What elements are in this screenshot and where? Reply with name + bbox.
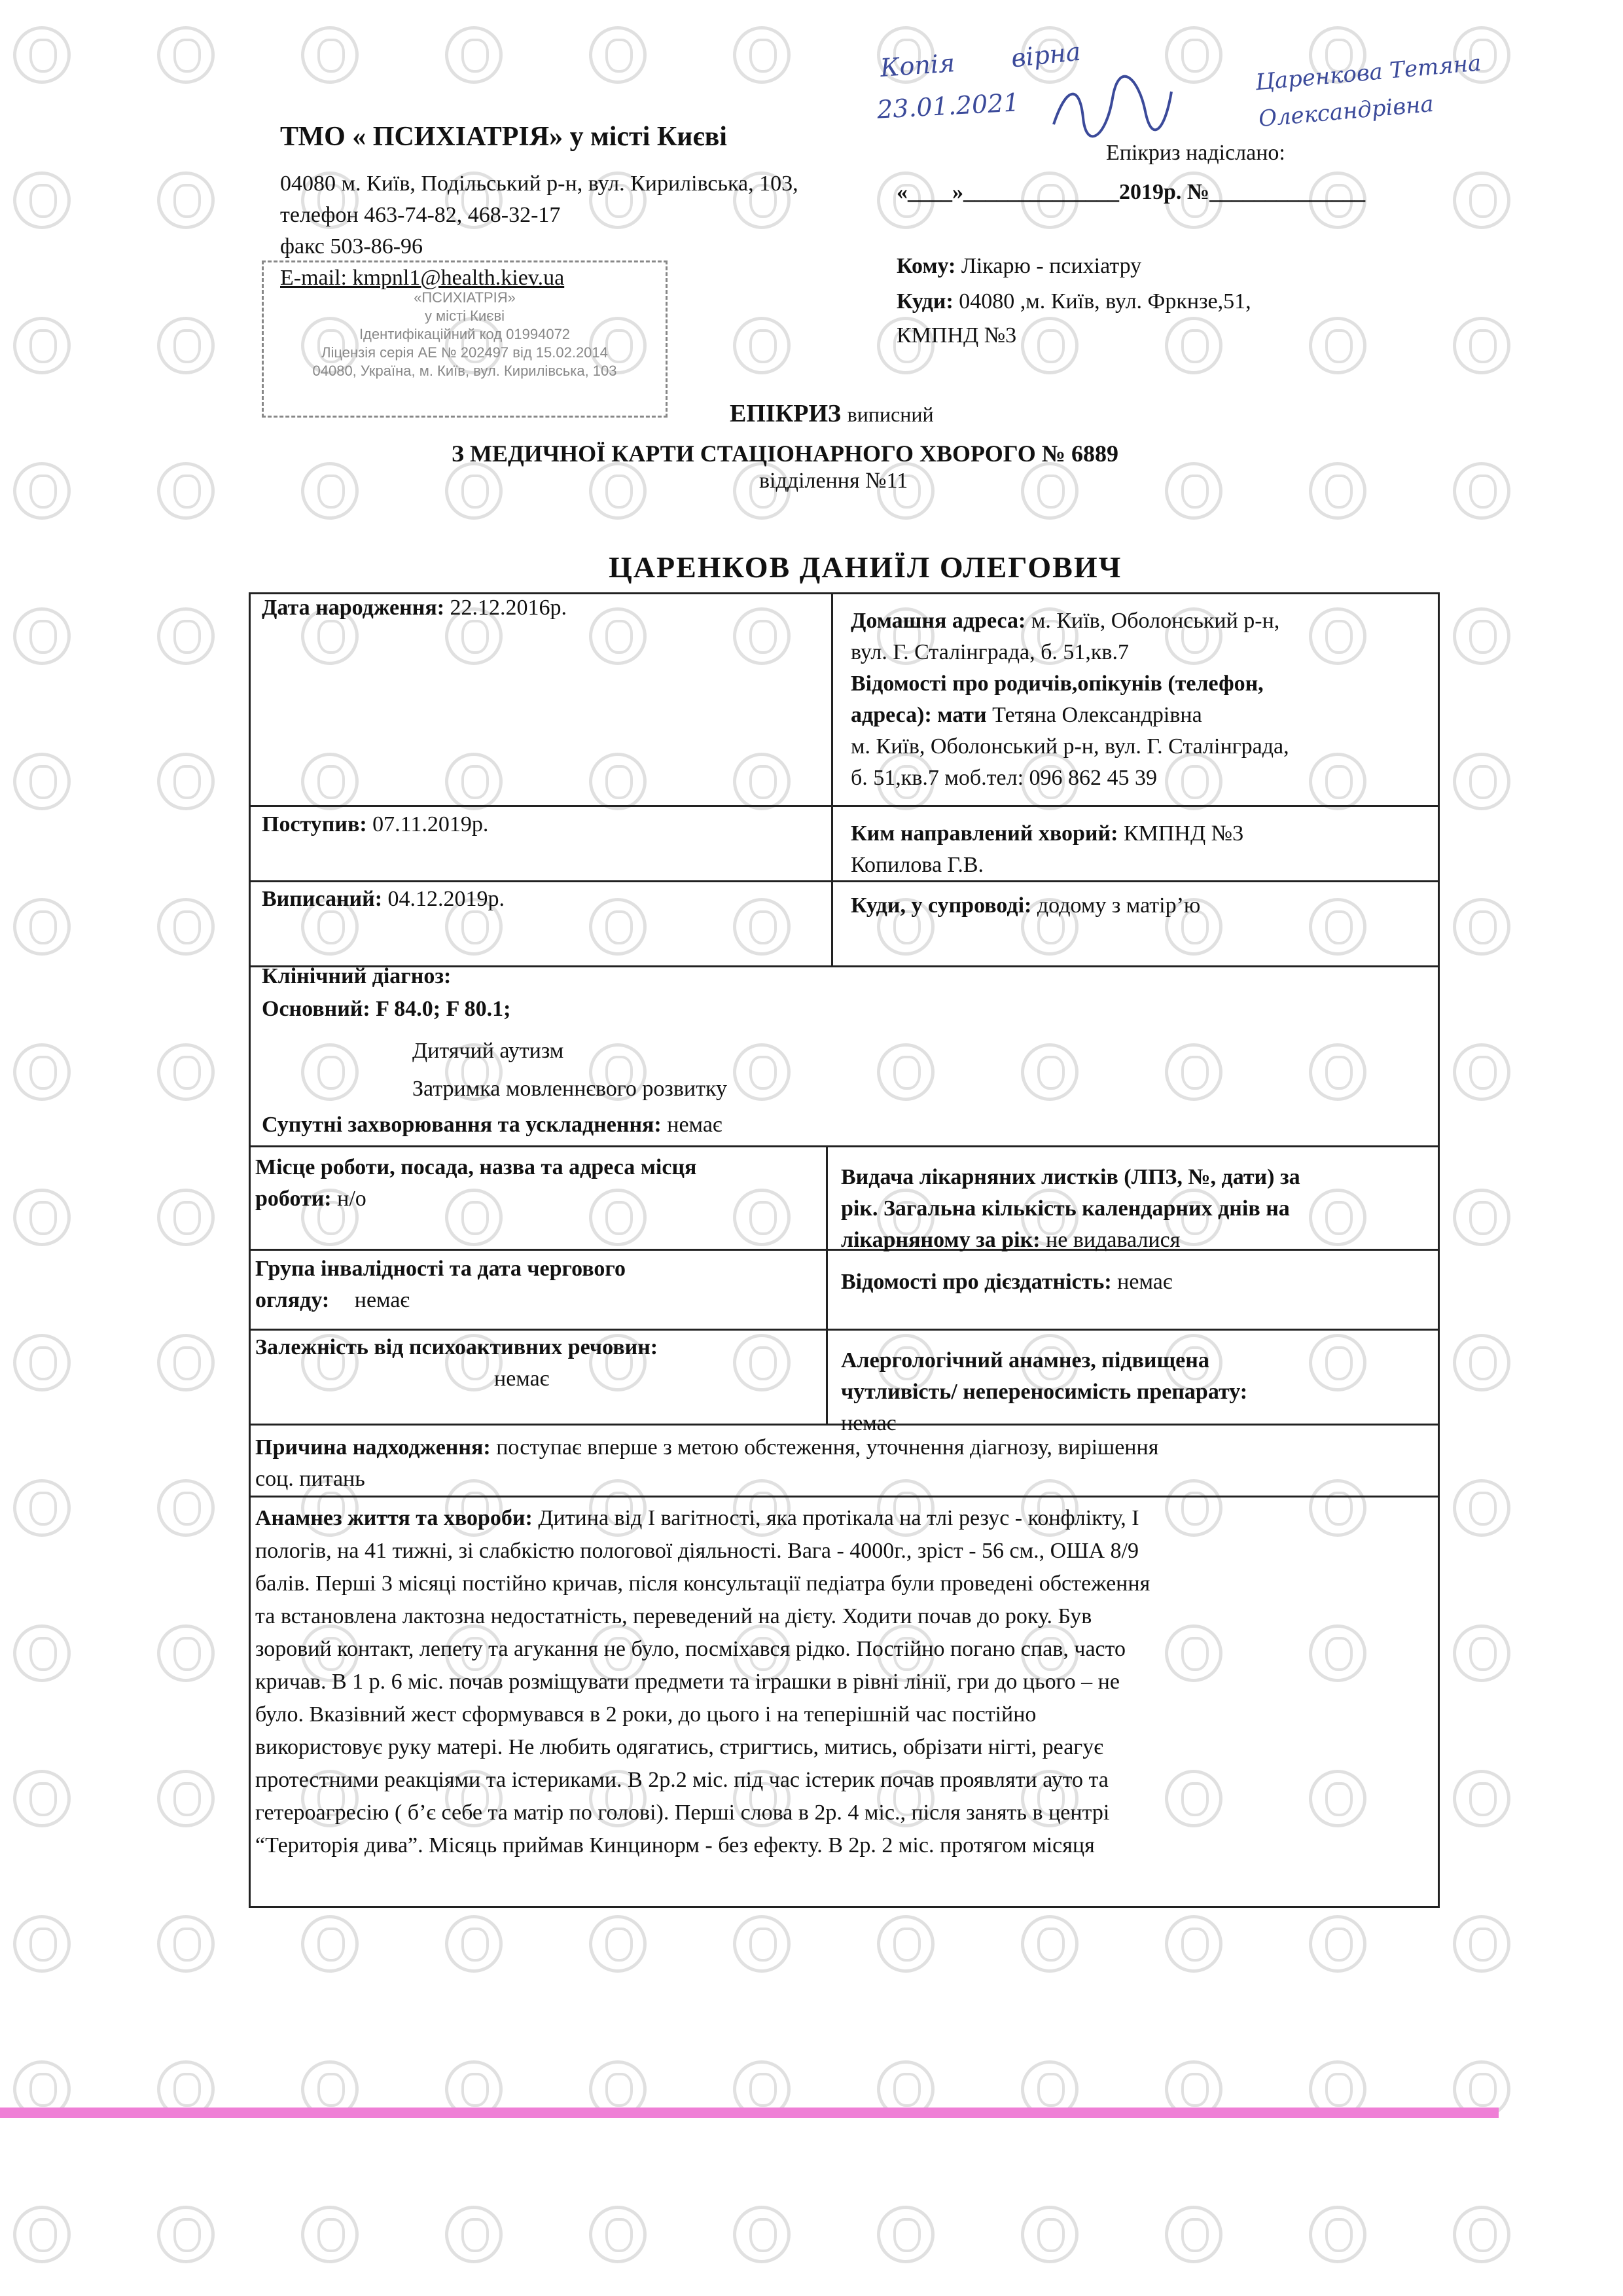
watermark-hand-icon <box>13 607 71 665</box>
anamnesis-line: “Територія дива”. Місяць приймав Кинцинорм - без ефекту. В 2р. 2 міс. протягом місяця <box>255 1833 1095 1857</box>
watermark-logo <box>733 304 825 395</box>
admitted-label: Поступив: <box>262 812 367 836</box>
watermark-hand-icon <box>589 1915 647 1973</box>
watermark-logo <box>1021 304 1113 395</box>
watermark-hand-icon <box>733 2206 791 2263</box>
watermark-logo <box>13 304 105 395</box>
watermark-hand-icon <box>1021 1915 1079 1973</box>
watermark-logo <box>13 1175 105 1267</box>
watermark-logo <box>13 1321 105 1412</box>
watermark-hand-icon <box>13 1189 71 1246</box>
watermark-logo <box>1165 449 1257 541</box>
allergy-value: немає <box>841 1411 897 1435</box>
home-address-label: Домашня адреса: <box>851 609 1026 633</box>
watermark-hand-icon <box>1165 317 1222 374</box>
watermark-hand-icon <box>1453 1479 1510 1537</box>
watermark-logo <box>13 594 105 686</box>
doc-title-main: ЕПІКРИЗ <box>730 400 842 427</box>
diagnosis-label-text: Клінічний діагноз: <box>262 964 452 988</box>
watermark-hand-icon <box>733 1915 791 1973</box>
anamnesis-line: та встановлена лактозна недостатність, переведений на дієту. Ходити почав до року. Був <box>255 1604 1092 1628</box>
watermark-logo <box>877 2193 969 2284</box>
watermark-logo <box>1309 304 1400 395</box>
watermark-hand-icon <box>301 462 359 520</box>
watermark-logo <box>733 13 825 105</box>
handwritten-original-label: вірна <box>1009 37 1082 73</box>
handwritten-signature <box>1047 72 1178 144</box>
watermark-hand-icon <box>157 1334 215 1391</box>
watermark-logo <box>1021 2047 1113 2139</box>
stamp-line: «ПСИХІАТРІЯ» <box>414 289 516 306</box>
table-divider <box>249 1329 1440 1331</box>
watermark-logo <box>445 2047 537 2139</box>
org-name: ТМО « ПСИХІАТРІЯ» у місті Києві <box>280 122 727 152</box>
watermark-logo <box>1309 2193 1400 2284</box>
sent-date-line: «____»______________2019р. №______________ <box>897 180 1366 204</box>
anamnesis-line: було. Вказівний жест сформувався в 2 роки, до цього і на теперішній час постійно <box>255 1702 1037 1727</box>
watermark-logo <box>13 1757 105 1848</box>
discharged-value: 04.12.2019р. <box>387 887 505 911</box>
watermark-logo <box>301 2193 393 2284</box>
birth-date-value: 22.12.2016р. <box>450 596 567 620</box>
watermark-logo <box>1453 1611 1544 1703</box>
disability <box>255 1253 818 1316</box>
watermark-hand-icon <box>157 2206 215 2263</box>
sent-label: Епікриз надіслано: <box>1106 141 1285 165</box>
watermark-hand-icon <box>1309 2206 1366 2263</box>
anamnesis-line: використовує руку матері. Не любить одягатись, стригтись, митись, обрізати нігті, реагує <box>255 1735 1103 1759</box>
watermark-logo <box>1309 2047 1400 2139</box>
watermark-logo <box>13 1030 105 1122</box>
anamnesis-line: кричав. В 1 р. 6 міс. почав розміщувати предмети та іграшки в рівні лінії, гри до цього – не <box>255 1670 1120 1694</box>
anamnesis-text: Дитина від І вагітності, яка протікала на тлі резус - конфлікту, І <box>538 1506 1139 1530</box>
watermark-logo <box>13 1902 105 1994</box>
watermark-logo <box>157 1611 249 1703</box>
anamnesis-line: зоровий контакт, лепету та агукання не було, посміхався рідко. Постійно погано спав, часто <box>255 1637 1126 1661</box>
allergy-label-2: чутливість/ непереносимість препарату: <box>841 1380 1248 1404</box>
home-address <box>851 605 1427 794</box>
watermark-hand-icon <box>13 898 71 956</box>
watermark-hand-icon <box>157 898 215 956</box>
anamnesis-line: пологів, на 41 тижні, зі слабкістю пологової діяльності. Вага - 4000г., зріст - 56 см., ОША 8/9 <box>255 1539 1139 1563</box>
watermark-hand-icon <box>1453 2206 1510 2263</box>
discharge-destination-label: Куди, у супроводі: <box>851 893 1032 918</box>
watermark-hand-icon <box>1453 1770 1510 1827</box>
parents-label: Відомості про родичів,опікунів (телефон, <box>851 672 1264 696</box>
doc-title <box>730 399 934 428</box>
table-divider <box>249 1145 1440 1147</box>
disability-label-2: огляду: <box>255 1288 330 1312</box>
watermark-hand-icon <box>1453 1189 1510 1246</box>
watermark-logo <box>157 1321 249 1412</box>
home-address-value-2: вул. Г. Сталінграда, б. 51,кв.7 <box>851 640 1129 664</box>
watermark-hand-icon <box>1453 753 1510 810</box>
watermark-logo <box>877 2047 969 2139</box>
watermark-logo <box>733 2047 825 2139</box>
watermark-hand-icon <box>1453 1915 1510 1973</box>
watermark-logo <box>1309 1902 1400 1994</box>
watermark-hand-icon <box>157 1189 215 1246</box>
watermark-logo <box>157 2193 249 2284</box>
watermark-logo <box>13 158 105 250</box>
page-separator <box>0 2108 1499 2118</box>
watermark-logo <box>445 13 537 105</box>
admitted-value: 07.11.2019р. <box>372 812 489 836</box>
watermark-hand-icon <box>589 2206 647 2263</box>
watermark-hand-icon <box>13 753 71 810</box>
legal-capacity-label: Відомості про дієздатність: <box>841 1270 1112 1294</box>
watermark-logo <box>1453 1030 1544 1122</box>
recipient-where-label: Куди: <box>897 289 954 314</box>
watermark-logo <box>445 2193 537 2284</box>
table-divider <box>831 592 833 965</box>
workplace-label-2: роботи: <box>255 1187 332 1211</box>
watermark-logo <box>1021 1902 1113 1994</box>
watermark-logo <box>1453 2193 1544 2284</box>
watermark-logo <box>1453 2047 1544 2139</box>
sick-leave-value: не видавалися <box>1046 1228 1181 1252</box>
watermark-hand-icon <box>157 317 215 374</box>
watermark-hand-icon <box>1453 462 1510 520</box>
watermark-logo <box>13 2193 105 2284</box>
sick-leave <box>841 1162 1430 1256</box>
watermark-logo <box>589 2193 681 2284</box>
comorbidities-value: немає <box>667 1113 722 1137</box>
watermark-hand-icon <box>157 462 215 520</box>
watermark-logo <box>157 1466 249 1558</box>
watermark-logo <box>445 1902 537 1994</box>
watermark-logo <box>157 1902 249 1994</box>
watermark-hand-icon <box>589 26 647 84</box>
stamp-line: Ліцензія серія АЕ № 202497 від 15.02.2014 <box>321 344 608 361</box>
watermark-logo <box>157 885 249 977</box>
stamp-line: у місті Києві <box>424 308 505 324</box>
watermark-logo <box>13 1611 105 1703</box>
recipient-where <box>897 289 1251 314</box>
diagnosis-main-label: Основний: <box>262 997 370 1021</box>
watermark-hand-icon <box>1021 462 1079 520</box>
watermark-logo <box>1453 594 1544 686</box>
watermark-hand-icon <box>733 317 791 374</box>
admitted <box>262 809 488 840</box>
discharged-label: Виписаний: <box>262 887 383 911</box>
sick-leave-label-3: лікарняному за рік: <box>841 1228 1041 1252</box>
table-divider <box>826 1145 828 1424</box>
watermark-hand-icon <box>13 317 71 374</box>
watermark-logo <box>589 2047 681 2139</box>
watermark-logo <box>13 740 105 831</box>
parents-value: Тетяна Олександрівна <box>992 703 1202 727</box>
watermark-hand-icon <box>877 2206 935 2263</box>
watermark-logo <box>1165 13 1257 105</box>
watermark-hand-icon <box>157 1770 215 1827</box>
sick-leave-label-2: рік. Загальна кількість календарних днів на <box>841 1196 1290 1221</box>
watermark-logo <box>1165 2047 1257 2139</box>
table-divider <box>249 805 1440 807</box>
recipient-to <box>897 254 1141 279</box>
watermark-hand-icon <box>877 1915 935 1973</box>
referred-label: Ким направлений хворий: <box>851 821 1118 846</box>
watermark-logo <box>301 1902 393 1994</box>
watermark-logo <box>1453 1175 1544 1267</box>
watermark-hand-icon <box>301 2206 359 2263</box>
admission-reason-label: Причина надходження: <box>255 1435 491 1460</box>
recipient-to-label: Кому: <box>897 254 956 278</box>
watermark-logo <box>157 13 249 105</box>
watermark-hand-icon <box>589 462 647 520</box>
anamnesis-line: протестними реакціями та істериками. В 2р.2 міс. під час істерик почав проявляти ауто та <box>255 1768 1109 1792</box>
watermark-logo <box>13 13 105 105</box>
watermark-hand-icon <box>157 607 215 665</box>
watermark-hand-icon <box>1453 1334 1510 1391</box>
workplace-label: Місце роботи, посада, назва та адреса місця <box>255 1155 697 1179</box>
disability-value: немає <box>354 1288 410 1312</box>
watermark-hand-icon <box>13 1915 71 1973</box>
watermark-hand-icon <box>13 26 71 84</box>
watermark-hand-icon <box>445 2206 503 2263</box>
admission-reason-value-2: соц. питань <box>255 1467 365 1491</box>
legal-capacity <box>841 1266 1172 1298</box>
watermark-logo <box>301 449 393 541</box>
watermark-hand-icon <box>1165 1915 1222 1973</box>
watermark-logo <box>157 1757 249 1848</box>
anamnesis-line-0 <box>255 1502 1427 1535</box>
watermark-logo <box>1453 449 1544 541</box>
watermark-logo <box>1453 158 1544 250</box>
stamp-line: 04080, Україна, м. Київ, вул. Кирилівська, 103 <box>312 363 617 379</box>
watermark-hand-icon <box>1453 317 1510 374</box>
diagnosis-item: Затримка мовленнєвого розвитку <box>412 1077 727 1101</box>
watermark-hand-icon <box>157 753 215 810</box>
stamp-line: Ідентифікаційний код 01994072 <box>359 326 571 342</box>
watermark-logo <box>13 1466 105 1558</box>
watermark-hand-icon <box>157 1624 215 1682</box>
watermark-hand-icon <box>1453 898 1510 956</box>
recipient-to-value: Лікарю - психіатру <box>961 254 1142 278</box>
watermark-logo <box>301 13 393 105</box>
anamnesis-line: гетероагресію ( б’є себе та матір по голові). Перші слова в 2р. 4 міс., після занять в центрі <box>255 1801 1110 1825</box>
watermark-hand-icon <box>1021 2206 1079 2263</box>
diagnosis-item: Дитячий аутизм <box>412 1039 564 1063</box>
watermark-hand-icon <box>13 1043 71 1101</box>
watermark-logo <box>1165 2193 1257 2284</box>
doc-title-sub: виписний <box>847 403 934 426</box>
watermark-hand-icon <box>1309 462 1366 520</box>
allergy-history <box>841 1345 1430 1439</box>
legal-capacity-value: немає <box>1117 1270 1173 1294</box>
anamnesis-line: балів. Перші 3 місяці постійно кричав, після консультації педіатра були проведені обстеження <box>255 1571 1150 1596</box>
diagnosis-main <box>262 994 510 1025</box>
watermark-logo <box>1453 740 1544 831</box>
watermark-hand-icon <box>733 26 791 84</box>
table-divider <box>249 1496 1440 1498</box>
parents-address: м. Київ, Оболонський р-н, вул. Г. Сталінграда, <box>851 734 1289 759</box>
watermark-hand-icon <box>1453 1043 1510 1101</box>
referred-value: КМПНД №3 <box>1123 821 1244 846</box>
watermark-logo <box>1453 885 1544 977</box>
admission-reason-value: поступає вперше з метою обстеження, уточнення діагнозу, вирішення <box>496 1435 1159 1460</box>
watermark-hand-icon <box>1453 1624 1510 1682</box>
psychoactive-dependence <box>255 1332 818 1395</box>
watermark-logo <box>157 2047 249 2139</box>
watermark-logo <box>157 1030 249 1122</box>
watermark-hand-icon <box>445 1915 503 1973</box>
watermark-logo <box>13 2047 105 2139</box>
allergy-label: Алергологічний анамнез, підвищена <box>841 1348 1209 1372</box>
org-email: E-mail: kmpnl1@health.kiev.ua <box>280 266 565 290</box>
watermark-hand-icon <box>1453 607 1510 665</box>
watermark-logo <box>157 449 249 541</box>
watermark-hand-icon <box>13 462 71 520</box>
patient-name: ЦАРЕНКОВ ДАНИЇЛ ОЛЕГОВИЧ <box>609 550 1122 584</box>
comorbidities-label: Супутні захворювання та ускладнення: <box>262 1113 662 1137</box>
recipient-where-value: 04080 ,м. Київ, вул. Фркнзе,51, <box>959 289 1251 314</box>
handwritten-date: 23.01.2021 <box>876 88 1020 124</box>
watermark-logo <box>1165 304 1257 395</box>
org-fax: факс 503-86-96 <box>280 234 423 259</box>
watermark-hand-icon <box>445 26 503 84</box>
watermark-logo <box>157 594 249 686</box>
discharge-destination-value: додому з матір’ю <box>1037 893 1201 918</box>
watermark-hand-icon <box>1165 2206 1222 2263</box>
watermark-hand-icon <box>157 26 215 84</box>
org-phone: телефон 463-74-82, 468-32-17 <box>280 203 561 227</box>
watermark-logo <box>877 1902 969 1994</box>
watermark-logo <box>1453 1321 1544 1412</box>
workplace-value: н/о <box>337 1187 366 1211</box>
watermark-logo <box>1453 1902 1544 1994</box>
birth-date <box>262 592 567 624</box>
referred-doctor: Копилова Г.В. <box>851 853 984 877</box>
watermark-logo <box>157 1175 249 1267</box>
parents-label-2: адреса): мати <box>851 703 987 727</box>
watermark-hand-icon <box>1165 462 1222 520</box>
watermark-hand-icon <box>1309 317 1366 374</box>
watermark-hand-icon <box>445 462 503 520</box>
watermark-hand-icon <box>13 1334 71 1391</box>
diagnosis-main-codes: F 84.0; F 80.1; <box>376 997 511 1021</box>
watermark-logo <box>157 740 249 831</box>
admission-reason <box>255 1432 1427 1495</box>
diagnosis-label <box>262 961 451 992</box>
watermark-logo <box>733 2193 825 2284</box>
org-address: 04080 м. Київ, Подільський р-н, вул. Кирилівська, 103, <box>280 171 798 196</box>
referred-by <box>851 818 1427 881</box>
official-stamp <box>262 260 668 418</box>
watermark-hand-icon <box>157 1043 215 1101</box>
department: відділення №11 <box>759 469 908 493</box>
watermark-logo <box>13 885 105 977</box>
watermark-hand-icon <box>1453 171 1510 229</box>
watermark-logo <box>1453 1757 1544 1848</box>
watermark-logo <box>301 2047 393 2139</box>
watermark-hand-icon <box>1309 1915 1366 1973</box>
birth-date-label: Дата народження: <box>262 596 445 620</box>
watermark-logo <box>13 449 105 541</box>
watermark-logo <box>1165 1902 1257 1994</box>
handwritten-recipient: Царенкова Тетяна Олександрівна <box>1254 50 1482 133</box>
watermark-hand-icon <box>157 171 215 229</box>
psychoactive-label: Залежність від психоактивних речовин: <box>255 1335 658 1359</box>
comorbidities <box>262 1109 722 1141</box>
watermark-logo <box>589 1902 681 1994</box>
watermark-hand-icon <box>157 1915 215 1973</box>
sick-leave-label: Видача лікарняних листків (ЛПЗ, №, дати) за <box>841 1165 1300 1189</box>
workplace <box>255 1152 818 1215</box>
watermark-hand-icon <box>301 26 359 84</box>
watermark-logo <box>1021 2193 1113 2284</box>
watermark-logo <box>733 1902 825 1994</box>
discharge-destination <box>851 890 1200 922</box>
home-address-value: м. Київ, Оболонський р-н, <box>1031 609 1280 633</box>
disability-label: Група інвалідності та дата чергового <box>255 1257 626 1281</box>
psychoactive-value: немає <box>494 1367 550 1391</box>
watermark-logo <box>1453 1466 1544 1558</box>
recipient-where-2: КМПНД №3 <box>897 323 1017 348</box>
card-title: З МЕДИЧНОЇ КАРТИ СТАЦІОНАРНОГО ХВОРОГО № 6889 <box>452 440 1118 467</box>
watermark-hand-icon <box>13 171 71 229</box>
watermark-hand-icon <box>13 1624 71 1682</box>
discharged <box>262 884 505 915</box>
watermark-logo <box>157 304 249 395</box>
watermark-hand-icon <box>13 2206 71 2263</box>
watermark-hand-icon <box>13 1770 71 1827</box>
watermark-hand-icon <box>13 1479 71 1537</box>
watermark-logo <box>157 158 249 250</box>
parents-address-2: б. 51,кв.7 моб.тел: 096 862 45 39 <box>851 766 1158 790</box>
anamnesis-label: Анамнез життя та хвороби: <box>255 1506 533 1530</box>
watermark-hand-icon <box>1021 317 1079 374</box>
anamnesis <box>255 1502 1427 1862</box>
watermark-logo <box>877 304 969 395</box>
watermark-hand-icon <box>301 1915 359 1973</box>
watermark-logo <box>1453 304 1544 395</box>
watermark-hand-icon <box>157 1479 215 1537</box>
handwritten-copy-label: Копія <box>879 48 956 82</box>
watermark-logo <box>1309 449 1400 541</box>
watermark-logo <box>589 13 681 105</box>
